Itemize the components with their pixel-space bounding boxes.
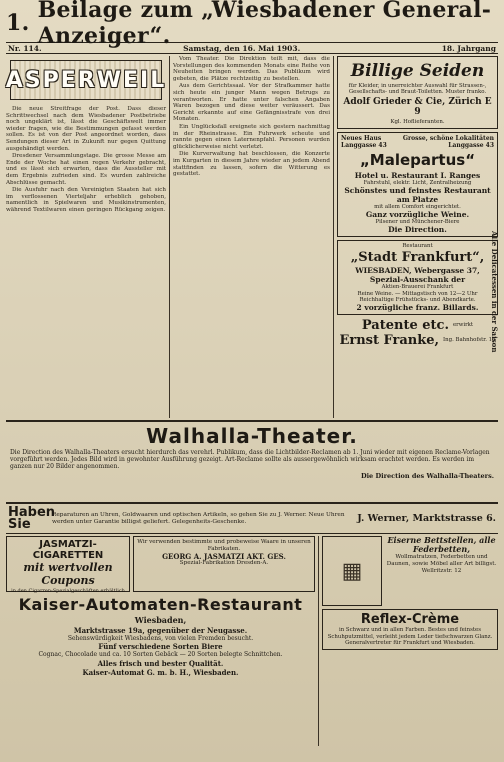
seide-ad-head: Billige Seiden	[350, 61, 485, 81]
walhalla-theater-notice	[6, 420, 498, 504]
jasmatzi-ad	[6, 536, 130, 592]
article-paragraph: Die neue Streitfrage der Post. Dass dieser Schrittwechsel nach dem Wiesbadener Postbetriebe noch ungeklärt ist, lässt die Geschäftswelt immer wieder fragen, wie die Bestimmungen gefasst werden sollen. Es ist von der Post angeordnet worden, dass Sendungen dieser Art in Zukunft nur gegen Quittung ausgehändigt werden.	[6, 106, 166, 152]
hotel-ad-head	[341, 135, 494, 142]
lower-right	[318, 536, 498, 746]
hotel-ad-line: Fahrstuhl, elektr. Licht, Zentralheizung	[363, 179, 472, 186]
reflex-creme-ad	[322, 609, 498, 650]
kaiser-line: Sehenswürdigkeit Wiesbadens, von vielen Fremden besucht.	[67, 635, 254, 642]
kaiser-line: Cognac, Chocolade und ca. 10 Sorten Gebäck — 20 Sorten belegte Schnittchen.	[38, 651, 283, 659]
column-1	[6, 56, 170, 418]
hotel-ad	[337, 132, 498, 238]
jasmatzi-foot: in den Cigarren-Spezialgeschäften erhältlich	[11, 588, 125, 594]
frankfurt-ad-line: Aktien-Brauerei Frankfurt	[381, 284, 454, 291]
kaiser-signature: Kaiser-Automat G. m. b. H., Wiesbaden.	[82, 667, 239, 677]
side-vertical-text: Alle Delicatessen in der Saison	[490, 231, 499, 353]
hotel-ad-name: „Malepartus“	[359, 150, 476, 169]
hotel-ad-signature: Die Direction.	[388, 225, 447, 235]
reflex-text: in Schwarz und in allen Farben. Bestes und feinstes Schuhputzmittel, verleiht jedem Leder tiefschwarzen Glanz. Generalvertreter für Frankfurt und Wiesbaden.	[327, 627, 493, 647]
article-paragraph: Vom Theater. Die Direktion teilt mit, dass die Vorstellungen des kommenden Monats eine Reihe von Neuheiten bringen werden. Das Publikum wird gebeten, die Plätze rechtzeitig zu bestellen.	[173, 56, 330, 82]
walhalla-text: Die Direction des Walhalla-Theaters ersucht hierdurch das verehrl. Publikum, dass die Lichtbilder-Reclamen ab 1. Juni wieder mit eigenen Reclame-Vorlagen vorgeführt werden. Jedes Bild wird in gewohnter Ausführung gezeigt. Art-Reclame sollte als aussergewöhnlich wirksam erachtet werden. Es werden im ganzen nur 20 Bilder angenommen.	[10, 449, 490, 471]
cigarette-ads	[6, 536, 315, 592]
article-paragraph: Ein Unglücksfall ereignete sich gestern nachmittag in der Rheinstrasse. Ein Fuhrwerk scheute und rannte gegen einen Laternenpfahl. Personen wurden glücklicherweise nicht verletzt.	[173, 123, 330, 150]
hotel-ad-right: Grosse, schöne Lokalitäten	[402, 134, 494, 142]
hotel-ad-line: Schönstes und feinstes Restaurant am Platze	[344, 185, 491, 204]
frankfurt-ad-line: Reichhaltige Frühstücks- und Abendkarte.	[359, 296, 476, 303]
eis-ad-head: Eiserne Bettstellen, alle Federbetten,	[387, 535, 496, 554]
lower-left	[6, 536, 318, 746]
walhalla-title: Walhalla-Theater.	[146, 424, 358, 448]
issue-date: Samstag, den 16. Mai 1903.	[183, 44, 301, 53]
seide-ad	[337, 56, 498, 129]
georg-ad-text: Wir verwenden bestimmte und probeweise Waare in unseren Fabrikaten.	[137, 539, 311, 552]
column-3-ads	[334, 56, 498, 418]
haben-ad-firm: J. Werner, Marktstrasse 6.	[357, 513, 496, 524]
issue-number: Nr. 114.	[8, 44, 42, 53]
article-paragraph: Aus dem Gerichtssaal. Vor der Strafkammer hatte sich heute ein junger Mann wegen Betrugs zu verantworten. Er hatte unter falschen Angaben Waren bezogen und diese weiter veräussert. Das Gericht erkannte auf eine Gefängnisstrafe von drei Monaten.	[173, 83, 330, 123]
patente-ad	[337, 318, 498, 333]
hotel-ad-line: Pilsener und Münchener-Biere	[375, 219, 460, 226]
supplement-title: Beilage zum „Wiesbadener General-Anzeiger“.	[37, 0, 492, 49]
patente-ad-word: Patente etc.	[361, 318, 449, 334]
kaiser-city: Wiesbaden,	[134, 615, 187, 625]
eis-ad-text: Wollmatratzen, Federbetten und Daunen, sowie Möbel aller Art billigst.	[386, 554, 497, 567]
hotel-ad-line: mit allem Comfort eingerichtet.	[374, 203, 461, 210]
hotel-ad-right-addr: Langgasse 43	[448, 141, 494, 149]
article-paragraph: Dresdener Versammlungstage. Die grosse Messe am Ende der Woche hat einen regen Verkehr gebracht, und es lässt sich erwarten, dass die Aussteller mit dem Ergebnis zufrieden sind. Es wurden zahlreiche Abschlüsse gemacht.	[6, 153, 166, 186]
seide-ad-note: Kgl. Hoflieferanten.	[390, 119, 445, 126]
kaiser-line: Fünf verschiedene Sorten Biere	[98, 642, 223, 652]
kaiser-line: Alles frisch und bester Qualität.	[97, 658, 224, 668]
kaiser-head: Kaiser-Automaten-Restaurant	[18, 595, 303, 614]
hotel-ad-addr	[341, 142, 494, 149]
frankfurt-ad-line: Reine Weine. — Mittagstisch von 12—2 Uhr	[357, 290, 478, 297]
top-columns	[6, 56, 498, 418]
supplement-number: 1.	[6, 10, 30, 36]
section-title-art: ASPERWEIL	[10, 60, 162, 100]
hotel-ad-left-addr: Langgasse 43	[341, 141, 387, 149]
issue-year: 18. Jahrgang	[441, 44, 496, 53]
seide-ad-firm: Adolf Grieder & Cie, Zürich E 9	[343, 97, 492, 118]
kaiser-addr: Marktstrasse 19a, gegenüber der Neugasse.	[73, 626, 248, 635]
jasmatzi-sub: mit wertvollen Coupons	[23, 561, 113, 587]
bed-icon: ▦	[322, 536, 382, 606]
eis-ad-text-block	[385, 536, 498, 606]
reflex-head: Reflex-Crème	[360, 612, 460, 627]
walhalla-signature: Die Direction des Walhalla-Theaters.	[360, 471, 494, 480]
frankfurt-ad-name: „Stadt Frankfurt“,	[350, 250, 485, 266]
patente-ad-by: erwirkt	[452, 322, 474, 329]
hotel-ad-line: Ganz vorzügliche Weine.	[365, 210, 470, 220]
georg-jasmatzi-ad	[133, 536, 315, 592]
column-1-text	[6, 106, 166, 214]
article-paragraph: Die Ausfuhr nach den Vereinigten Staaten hat sich im verflossenen Vierteljahr erheblich gehoben, namentlich in Spielwaren und Musikinstrumenten, während Textilwaren einen geringen Rückgang zeigen.	[6, 187, 166, 213]
column-2-text	[173, 56, 330, 178]
stadt-frankfurt-ad	[337, 240, 498, 315]
jasmatzi-head: JASMATZI-CIGARETTEN	[32, 539, 104, 561]
haben-ad-head: Haben Sie	[8, 504, 56, 532]
georg-ad-name: GEORG A. JASMATZI AKT. GES.	[162, 552, 286, 561]
patente-ad-firm	[337, 333, 498, 348]
hotel-ad-left: Neues Haus	[341, 134, 382, 142]
haben-sie-ad	[6, 504, 498, 534]
eiserne-bettstellen-ad	[322, 536, 498, 606]
column-2	[170, 56, 334, 418]
patente-ad-addr: Ing. Bahnhofstr. 16	[443, 337, 496, 344]
hotel-ad-line: Hotel u. Restaurant I. Ranges	[354, 170, 481, 180]
frankfurt-ad-line: WIESBADEN, Webergasse 37,	[355, 266, 480, 276]
lower-section	[6, 536, 498, 746]
frankfurt-ad-line: Spezial-Ausschank der	[369, 275, 466, 285]
frankfurt-ad-pre: Restaurant	[402, 243, 433, 250]
kaiser-automaten-ad	[6, 595, 315, 677]
eis-ad-addr: Wellritzstr. 12	[421, 567, 462, 574]
frankfurt-ad-line: 2 vorzügliche franz. Billards.	[356, 303, 479, 313]
georg-ad-place: Spezial-Fabrikation Dresden-A.	[179, 560, 269, 566]
patente-ad-name: Ernst Franke,	[339, 333, 440, 349]
haben-ad-text: Reparaturen an Uhren, Goldwaaren und optischen Artikeln, so gehen Sie zu J. Werner. Neue Uhren werden unter Garantie billigst geliefert. Gelegenheits-Geschenke.	[52, 511, 345, 525]
seide-ad-text: für Kleider, in unerreichter Auswahl für Strassen-, Gesellschafts- und Braut-Toiletten. Muster franko.	[348, 83, 487, 96]
article-paragraph: Die Kurverwaltung hat beschlossen, die Konzerte im Kurgarten in diesem Jahre wieder an jedem Abend stattfinden zu lassen, sofern die Witterung es gestattet.	[173, 151, 330, 178]
